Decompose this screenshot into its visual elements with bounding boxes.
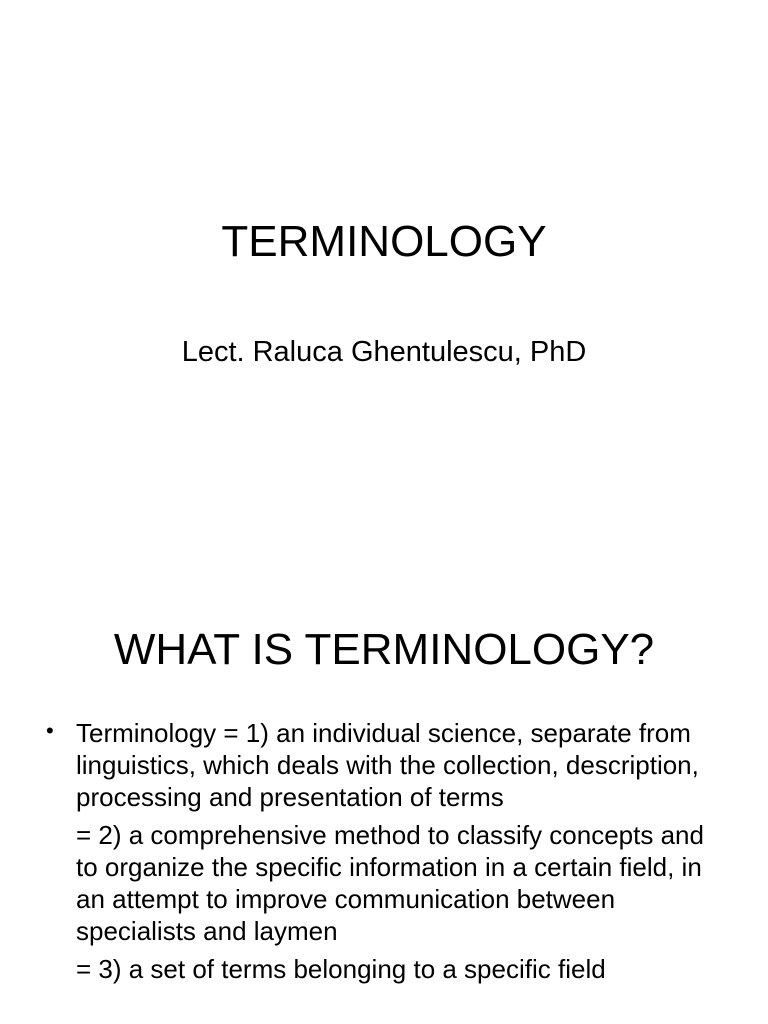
definition-paragraph-3: = 3) a set of terms belonging to a specific field	[76, 954, 606, 984]
slide-title: TERMINOLOGY	[221, 217, 547, 266]
definition-paragraph-2: = 2) a comprehensive method to classify concepts and to organize the specific information in a certain field, in an attempt to improve communication between specialists and laymen	[76, 820, 704, 946]
bullet-list	[46, 717, 726, 991]
slide-definition	[0, 576, 768, 1024]
bullet-item	[46, 717, 726, 985]
bullet-icon: •	[46, 718, 54, 743]
definition-paragraph-1: Terminology = 1) an individual science, separate from linguistics, which deals with the collection, description, processing and presentation of terms	[76, 718, 699, 812]
slide-subtitle-author: Lect. Raluca Ghentulescu, PhD	[181, 336, 587, 368]
slide-title: WHAT IS TERMINOLOGY?	[113, 625, 655, 674]
